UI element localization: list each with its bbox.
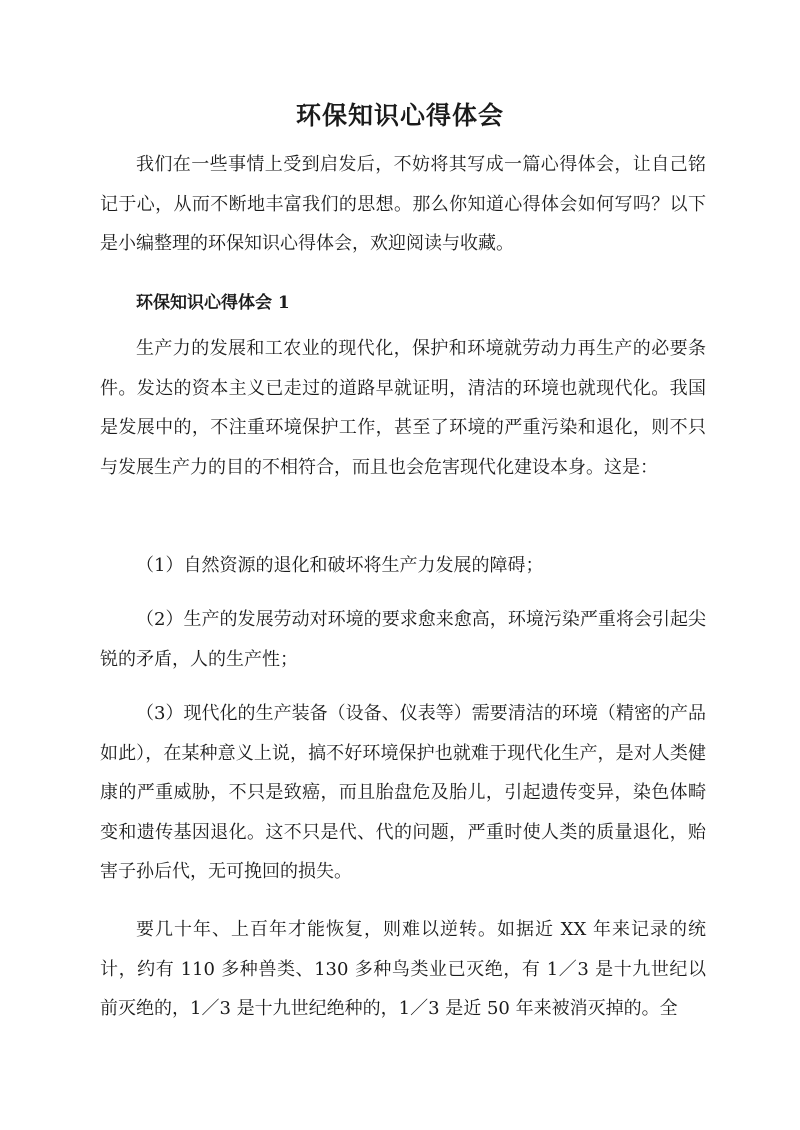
body-paragraph-statistics: 要几十年、上百年才能恢复，则难以逆转。如据近 XX 年来记录的统计，约有 110 多种兽类、130 多种鸟类业已灭绝，有 1／3 是十九世纪以前灭绝的，1／3 是十九世纪绝种的，1／3 是近 50 年来被消灭掉的。全 [100, 919, 706, 1019]
list-paragraph-2: （2）生产的发展劳动对环境的要求愈来愈高，环境污染严重将会引起尖锐的矛盾，人的生产性； [100, 609, 706, 670]
document-title: 环保知识心得体会 [295, 101, 504, 130]
intro-paragraph: 我们在一些事情上受到启发后，不妨将其写成一篇心得体会，让自己铭记于心，从而不断地丰富我们的思想。那么你知道心得体会如何写吗？以下是小编整理的环保知识心得体会，欢迎阅读与收藏。 [100, 154, 706, 254]
list-paragraph-1: （1）自然资源的退化和破坏将生产力发展的障碍； [136, 555, 544, 576]
list-paragraph-3: （3）现代化的生产装备（设备、仪表等）需要清洁的环境（精密的产品如此），在某种意义上说，搞不好环境保护也就难于现代化生产，是对人类健康的严重威胁，不只是致癌，而且胎盘危及胎儿，引起遗传变异，染色体畸变和遗传基因退化。这不只是代、代的问题，严重时使人类的质量退化，贻害子孙后代，无可挽回的损失。 [100, 703, 706, 882]
section-heading: 环保知识心得体会 1 [136, 293, 290, 313]
body-paragraph: 生产力的发展和工农业的现代化，保护和环境就劳动力再生产的必要条件。发达的资本主义已走过的道路早就证明，清洁的环境也就现代化。我国是发展中的，不注重环境保护工作，甚至了环境的严重污染和退化，则不只与发展生产力的目的不相符合，而且也会危害现代化建设本身。这是： [100, 338, 706, 478]
